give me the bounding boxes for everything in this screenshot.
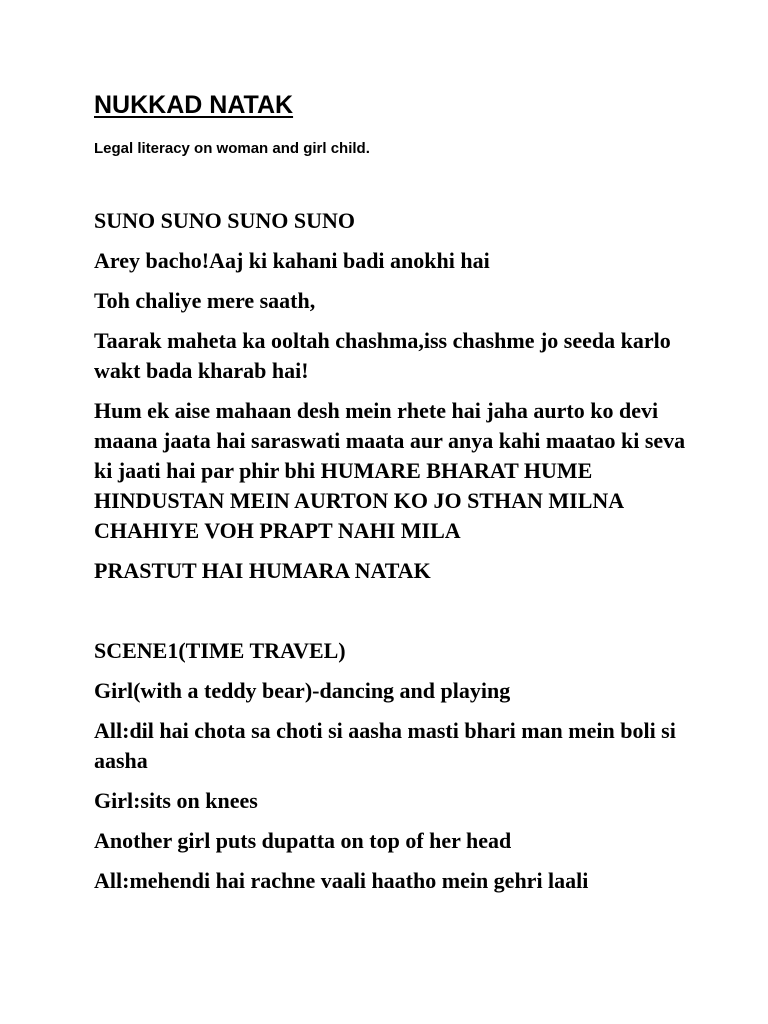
paragraph-toh-chaliye: Toh chaliye mere saath, (94, 288, 316, 313)
paragraph-all-mehendi: All:mehendi hai rachne vaali haatho mein gehri laali (94, 868, 589, 893)
paragraph-taarak-maheta: Taarak maheta ka ooltah chashma,iss chashme jo seeda karlo wakt bada kharab hai! (94, 328, 671, 383)
document-title: NUKKAD NATAK (94, 91, 294, 119)
paragraph-suno: SUNO SUNO SUNO SUNO (94, 208, 355, 233)
paragraph-arey-bacho: Arey bacho!Aaj ki kahani badi anokhi hai (94, 248, 490, 273)
paragraph-girl-sits: Girl:sits on knees (94, 788, 258, 813)
paragraph-girl-teddy: Girl(with a teddy bear)-dancing and playing (94, 678, 511, 703)
scene-heading: SCENE1(TIME TRAVEL) (94, 638, 346, 663)
paragraph-prastut: PRASTUT HAI HUMARA NATAK (94, 558, 431, 583)
paragraph-hum-ek-aise: Hum ek aise mahaan desh mein rhete hai jaha aurto ko devi maana jaata hai saraswati maata aur anya kahi maatao ki seva ki jaati hai par phir bhi HUMARE BHARAT HUME HINDUSTAN MEIN AURTON KO JO STHAN MILNA CHAHIYE VOH PRAPT NAHI MILA (94, 398, 686, 543)
document-subtitle: Legal literacy on woman and girl child. (94, 140, 370, 157)
paragraph-another-girl: Another girl puts dupatta on top of her head (94, 828, 512, 853)
paragraph-all-dil-hai: All:dil hai chota sa choti si aasha masti bhari man mein boli si aasha (94, 718, 676, 773)
document-body (94, 206, 694, 906)
